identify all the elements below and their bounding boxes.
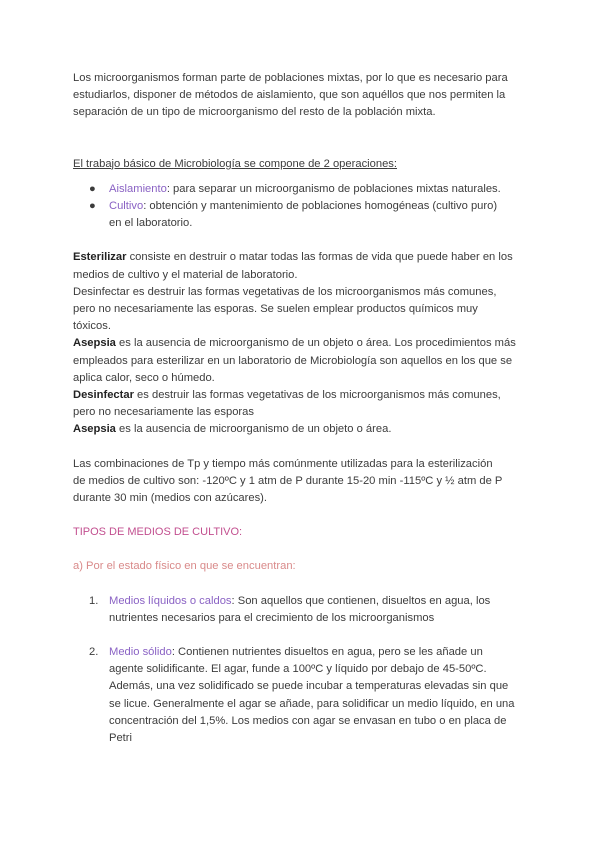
combinations-paragraph: [73, 456, 533, 508]
item-number: 2.: [89, 646, 99, 659]
list-item: 1. Medios líquidos o caldos: Son aquellos que contienen, disueltos en agua, los nutrientes necesarios para el crecimiento de los microorganismos: [89, 594, 491, 624]
definition-line: tóxicos.: [73, 320, 111, 333]
definition-line: Asepsia es la ausencia de microorganismo de un objeto o área. Los procedimientos más: [73, 337, 516, 350]
operation-term: Cultivo: [109, 200, 144, 213]
definition-term: Asepsia: [73, 423, 116, 436]
definitions-block: [73, 249, 533, 438]
list-item: [89, 198, 533, 232]
combinations-line: de medios de cultivo son: -120ºC y 1 atm de P durante 15-20 min -115ºC y ½ atm de P: [73, 474, 503, 487]
list-item: [89, 181, 533, 198]
operation-desc: en el laboratorio.: [109, 217, 193, 230]
definition-line: pero no necesariamente las esporas. Se suelen emplear productos químicos muy: [73, 303, 478, 316]
bullet-icon: ●: [89, 182, 96, 195]
item-number: 1.: [89, 594, 99, 607]
definition-line: pero no necesariamente las esporas: [73, 406, 254, 419]
operation-desc: : obtención y mantenimiento de poblaciones homogéneas (cultivo puro): [143, 200, 498, 213]
definition-term: Esterilizar: [73, 251, 127, 264]
definition-line: medios de cultivo y el material de laboratorio.: [73, 268, 298, 281]
intro-line: separación de un tipo de microorganismo del resto de la población mixta.: [73, 106, 436, 119]
operations-list: [73, 181, 533, 233]
intro-line: estudiarlos, disponer de métodos de aislamiento, que son aquéllos que nos permiten la: [73, 89, 506, 102]
definition-line: Esterilizar consiste en destruir o matar todas las formas de vida que puede haber en los: [73, 251, 513, 264]
definition-term: Asepsia: [73, 337, 116, 350]
document-page: [73, 70, 533, 747]
intro-line: Los microorganismos forman parte de poblaciones mixtas, por lo que es necesario para: [73, 72, 508, 84]
combinations-line: Las combinaciones de Tp y tiempo más comúnmente utilizadas para la esterilización: [73, 457, 493, 470]
operation-term: Aislamiento: [109, 182, 167, 195]
intro-paragraph: [73, 70, 533, 122]
media-term: Medios líquidos o caldos: [109, 594, 232, 607]
definition-line: Asepsia es la ausencia de microorganismo de un objeto o área.: [73, 423, 392, 436]
definition-line: aplica calor, seco o húmedo.: [73, 371, 215, 384]
combinations-line: durante 30 min (medios con azúcares).: [73, 492, 268, 505]
definition-line: empleados para esterilizar en un laboratorio de Microbiología son aquellos en los que se: [73, 354, 513, 367]
list-item: 2. Medio sólido: Contienen nutrientes disueltos en agua, pero se les añade un agente solidificante. El agar, funde a 100ºC y líquido por debajo de 45-50ºC. Además, una vez solidificado se puede incubar a temperaturas elevadas sin que se licue. Generalmente el agar se añade, para solidificar un medio líquido, en una concentración del 1,5%. Los medios con agar se envasan en tubo o en placa de Petri: [89, 646, 515, 745]
section-title: TIPOS DE MEDIOS DE CULTIVO:: [73, 526, 243, 539]
subsection-title: a) Por el estado físico en que se encuentran:: [73, 560, 296, 573]
work-heading: El trabajo básico de Microbiología se compone de 2 operaciones:: [73, 157, 398, 170]
operation-desc: : para separar un microorganismo de poblaciones mixtas naturales.: [166, 182, 501, 195]
bullet-icon: ●: [89, 200, 96, 213]
media-types-list: [73, 593, 533, 748]
definition-line: Desinfectar es destruir las formas vegetativas de los microorganismos más comunes,: [73, 285, 497, 298]
definition-line: Desinfectar es destruir las formas vegetativas de los microorganismos más comunes,: [73, 389, 501, 402]
definition-term: Desinfectar: [73, 389, 134, 402]
media-term: Medio sólido: [109, 646, 172, 659]
